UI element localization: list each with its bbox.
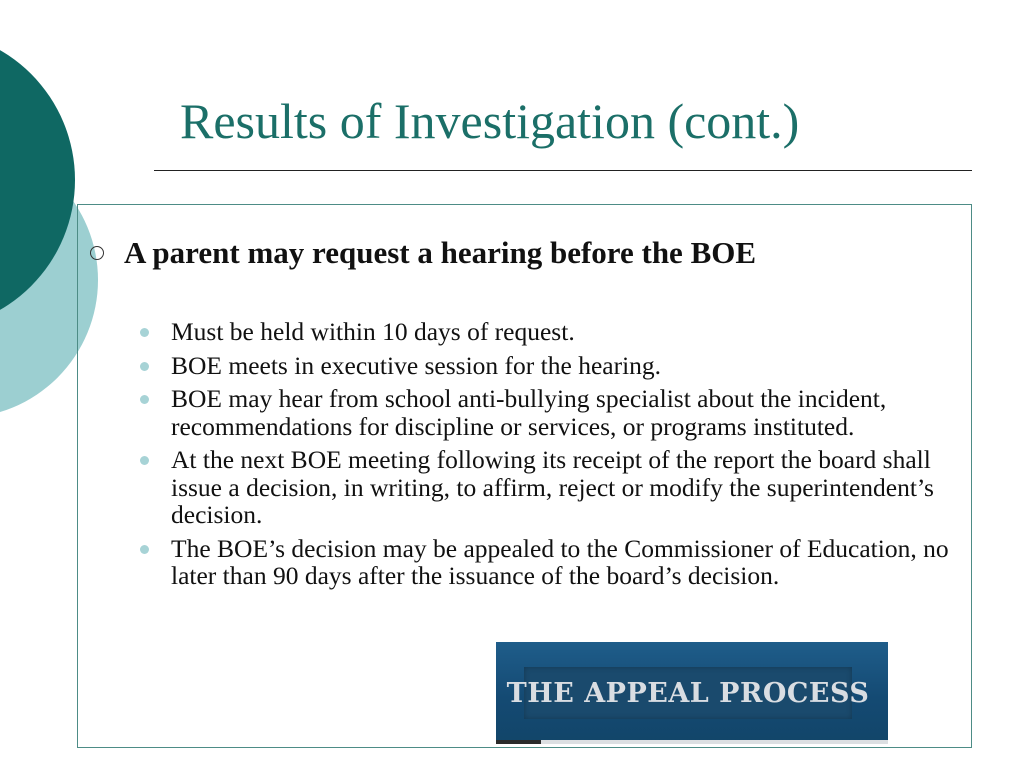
main-bullet-text: A parent may request a hearing before the BOE bbox=[124, 235, 757, 270]
appeal-process-plate bbox=[506, 667, 870, 719]
banner-bottom-dark-edge bbox=[496, 740, 541, 744]
hollow-circle-bullet-icon bbox=[90, 246, 104, 260]
sub-bullet-list bbox=[136, 318, 956, 596]
sub-bullet-text: Must be held within 10 days of request. bbox=[171, 317, 575, 346]
sub-bullet-item bbox=[136, 318, 956, 346]
sub-bullet-item bbox=[136, 446, 956, 529]
sub-bullet-item bbox=[136, 535, 956, 590]
filled-dot-bullet-icon bbox=[140, 328, 149, 337]
sub-bullet-item bbox=[136, 352, 956, 380]
filled-dot-bullet-icon bbox=[140, 456, 149, 465]
sub-bullet-text: BOE meets in executive session for the hearing. bbox=[171, 350, 662, 380]
filled-dot-bullet-icon bbox=[140, 362, 149, 371]
sub-bullet-text: At the next BOE meeting following its receipt of the report the board shall issue a decision, in writing, to affirm, reject or modify the superintendent’s decision. bbox=[171, 445, 934, 529]
sub-bullet-item bbox=[136, 385, 956, 440]
filled-dot-bullet-icon bbox=[140, 395, 149, 404]
appeal-process-banner-text: THE APPEAL PROCESS bbox=[506, 677, 870, 709]
sub-bullet-text: BOE may hear from school anti-bullying specialist about the incident, recommendations for discipline or services, or programs instituted. bbox=[171, 384, 887, 441]
main-bullet bbox=[90, 235, 970, 271]
banner-bottom-edge bbox=[496, 740, 888, 744]
title-divider bbox=[154, 170, 972, 171]
appeal-process-image bbox=[496, 642, 888, 744]
filled-dot-bullet-icon bbox=[140, 545, 149, 554]
sub-bullet-text: The BOE’s decision may be appealed to the Commissioner of Education, no later than 90 days after the issuance of the board’s decision. bbox=[171, 533, 949, 590]
slide-title: Results of Investigation (cont.) bbox=[180, 93, 800, 149]
